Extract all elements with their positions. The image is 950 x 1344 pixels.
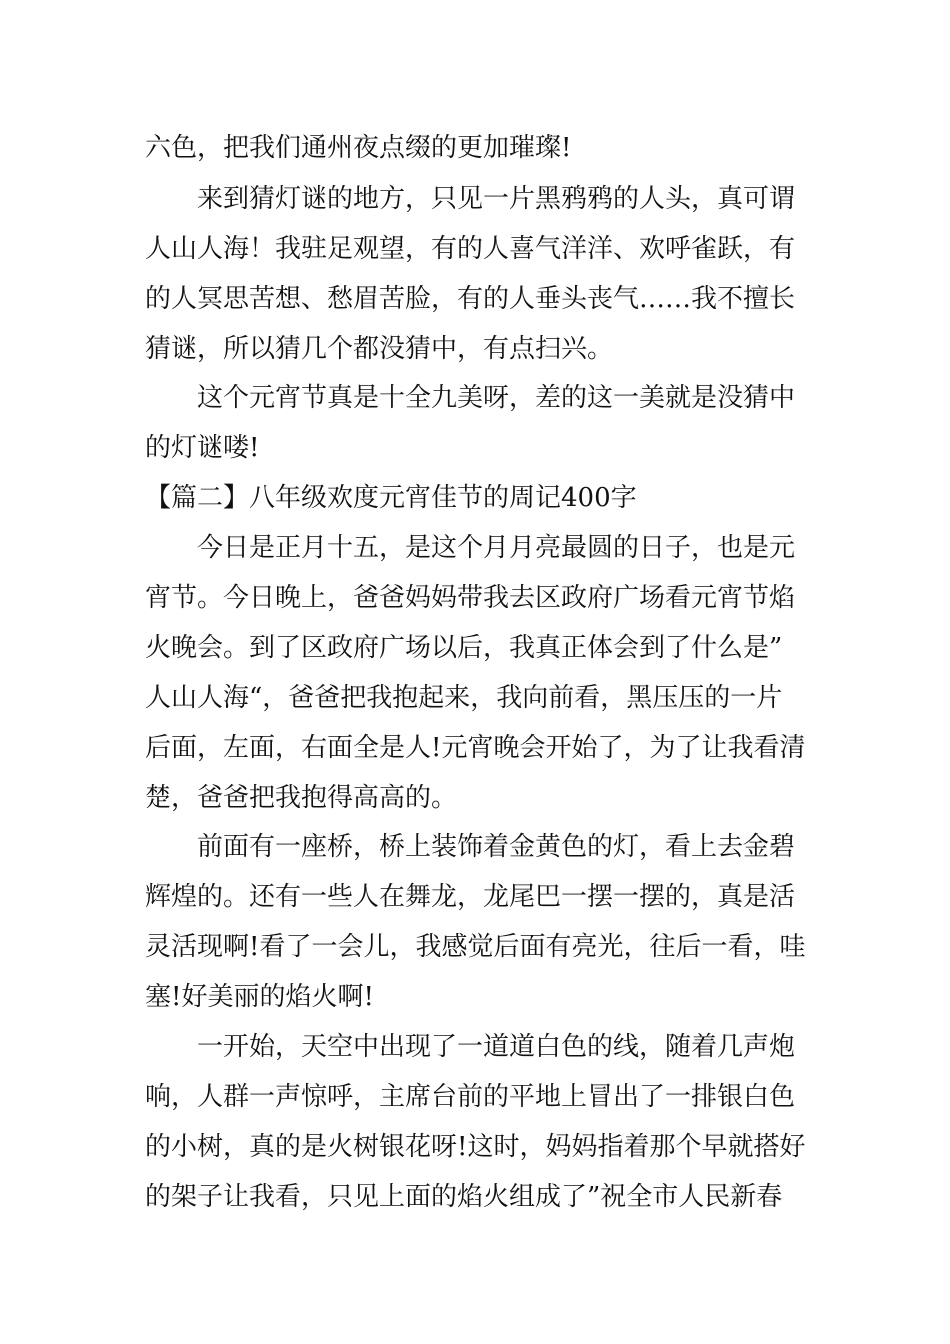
text-line: 火晚会。到了区政府广场以后，我真正体会到了什么是”: [145, 633, 783, 663]
paragraph-start-line: 这个元宵节真是十全九美呀，差的这一美就是没猜中: [197, 383, 796, 413]
text-line: 的架子让我看，只见上面的焰火组成了”祝全市人民新春: [145, 1182, 783, 1212]
section-heading: 【篇二】八年级欢度元宵佳节的周记400字: [145, 483, 637, 513]
paragraph-start-line: 今日是正月十五，是这个月月亮最圆的日子，也是元: [197, 533, 796, 563]
text-line: 楚，爸爸把我抱得高高的。: [145, 783, 458, 813]
text-line: 后面，左面，右面全是人!元宵晚会开始了，为了让我看清: [145, 733, 806, 763]
text-line: 人山人海！我驻足观望，有的人喜气洋洋、欢呼雀跃，有: [145, 234, 796, 264]
text-line: 灵活现啊!看了一会儿，我感觉后面有亮光，往后一看，哇: [145, 932, 806, 962]
text-line: 猜谜，所以猜几个都没猜中，有点扫兴。: [145, 334, 614, 364]
text-line: 响，人群一声惊呼，主席台前的平地上冒出了一排银白色: [145, 1082, 796, 1112]
text-line: 辉煌的。还有一些人在舞龙，龙尾巴一摆一摆的，真是活: [145, 882, 796, 912]
paragraph-start-line: 一开始，天空中出现了一道道白色的线，随着几声炮: [197, 1032, 796, 1062]
paragraph-start-line: 来到猜灯谜的地方，只见一片黑鸦鸦的人头，真可谓: [197, 184, 796, 214]
text-line: 的灯谜喽!: [145, 433, 260, 463]
paragraph-start-line: 前面有一座桥，桥上装饰着金黄色的灯，看上去金碧: [197, 832, 796, 862]
text-line: 六色，把我们通州夜点缀的更加璀璨!: [145, 133, 572, 163]
text-line: 宵节。今日晚上，爸爸妈妈带我去区政府广场看元宵节焰: [145, 583, 796, 613]
text-line: 的小树，真的是火树银花呀!这时，妈妈指着那个早就搭好: [145, 1132, 806, 1162]
text-line: 塞!好美丽的焰火啊!: [145, 982, 374, 1012]
text-line: 人山人海“，爸爸把我抱起来，我向前看，黑压压的一片: [145, 683, 783, 713]
text-line: 的人冥思苦想、愁眉苦脸，有的人垂头丧气……我不擅长: [145, 284, 796, 314]
